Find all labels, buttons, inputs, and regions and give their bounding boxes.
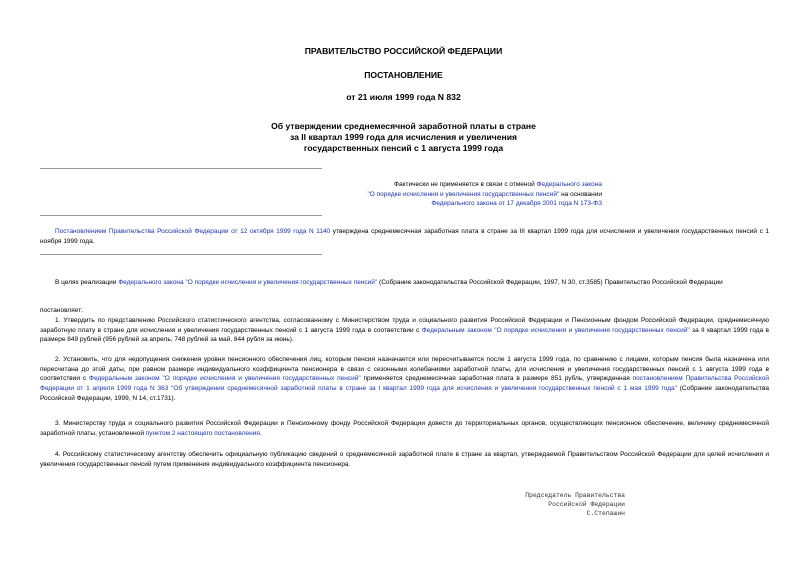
status-note-line-3 [200,199,602,209]
resolves-text: постановляет: [40,307,83,314]
document-title-line-1: Об утверждении среднемесячной заработной платы в стране [271,121,536,131]
document-date-number: от 21 июля 1999 года N 832 [346,92,461,102]
pension-law-link[interactable]: Федеральным законом "О порядке исчисления и увеличения государственных пенсий" [421,326,690,334]
document-title-line-2: за II квартал 1999 года для исчисления и увеличения [289,132,518,142]
paragraph-3: 3. Министерству труда и социального развития Российской Федерации и Пенсионному фонду Российской Федерации довести до территориальных органов, осуществляющих пенсионное обеспечение, величину среднемесячной заработной платы, установленной пунктом 2 настоящего постановления. [40,420,769,437]
signature-line-3: С.Степашин [586,510,625,517]
pension-law-link[interactable]: Федеральным законом "О порядке исчисления и увеличения государственных пенсий" [89,375,361,383]
paragraph-1: 1. Утвердить по представлению Российского статистического агентства, согласованному с Министерством труда и социального развития Российской Федерации и Пенсионным фондом Российской Федерации, среднемесячную заработную плату в стране для исчисления и увеличения государственных пенсий с 1 августа 1999 года в соответствии с Федеральным законом "О порядке исчисления и увеличения государственных пенсий" за II квартал 1999 года в размере 849 рублей (956 рублей за апрель, 748 рублей за май, 844 рубля за июнь). [40,317,769,344]
preamble-paragraph: В целях реализации Федерального закона "О порядке исчисления и увеличения государственных пенсий" (Собрание законодательства Российской Федерации, 1997, N 30, ст.3585) Правительство Российской Федерации [55,279,723,286]
document-type: ПОСТАНОВЛЕНИЕ [364,70,443,80]
pension-law-link[interactable]: "О порядке исчисления и увеличения государственных пенсий" [367,190,560,198]
pension-law-link[interactable]: Федерального закона "О порядке исчисления и увеличения государственных пенсий" [118,279,378,286]
resolution-363-link[interactable]: постановлением Правительства Российской Федерации от 1 апреля 1999 года N 363 "Об утверждении среднемесячной заработной платы в стране за I квартал 1999 года для исчисления и увеличения государственных пенсий с 1 мая 1999 года" [40,375,770,393]
paragraph-4: 4. Российскому статистическому агентству обеспечить официальную публикацию сведений о среднемесячной заработной плате в стране за квартал, утверждаемой Правительством Российской Федерации для целей исчисления и увеличения государственных пенсий путем применения индивидуального коэффициента пенсионера. [40,451,769,468]
divider-rule [40,168,322,169]
signature-line-1: Председатель Правительства [525,492,625,499]
status-note-line-2: "О порядке исчисления и увеличения государственных пенсий" на основании [367,190,602,198]
resolution-1140-link[interactable]: Постановлением Правительства Российской Федерации от 12 октября 1999 года N 1140 [55,228,331,235]
reference-note: Постановлением Правительства Российской Федерации от 12 октября 1999 года N 1140 утверждена среднемесячная заработная плата в стране за III квартал 1999 года для исчисления и увеличения государственных пенсий с 1 ноября 1999 года. [40,228,769,245]
status-note [200,180,602,209]
clause-2-link[interactable]: пунктом 2 настоящего постановления [145,429,260,437]
document-title-line-3: государственных пенсий с 1 августа 1999 года [303,143,504,153]
divider-rule [40,215,322,216]
government-name: ПРАВИТЕЛЬСТВО РОССИЙСКОЙ ФЕДЕРАЦИИ [304,46,503,56]
signature-block [440,491,625,518]
paragraph-2: 2. Установить, что для недопущения снижения уровня пенсионного обеспечения лиц, которым пенсия назначается или пересчитывается после 1 августа 1999 года, по сравнению с лицами, которым пенсия была назначена или пересчитана до этой даты, при равном размере индивидуального коэффициента пенсионера в связи с сезонными колебаниями заработной платы, для исчисления и увеличения государственных пенсий с 1 августа 1999 года в соответствии с Федеральным законом "О порядке исчисления и увеличения государственных пенсий" применяется среднемесячная заработная плата в размере 851 рубль, утвержденная постановлением Правительства Российской Федерации от 1 апреля 1999 года N 363 "Об утверждении среднемесячной заработной платы в стране за I квартал 1999 года для исчисления и увеличения государственных пенсий с 1 мая 1999 года" (Собрание законодательства Российской Федерации, 1999, N 14, ст.1731). [40,356,770,402]
signature-line-2: Российской Федерации [548,501,625,508]
divider-rule [40,254,322,255]
federal-law-link[interactable]: Федерального закона [536,181,602,188]
status-note-line-1: Фактически не применяется в связи с отменой Федерального закона [394,181,602,188]
repeal-law-link[interactable]: Федерального закона от 17 декабря 2001 года N 173-ФЗ [431,200,602,208]
